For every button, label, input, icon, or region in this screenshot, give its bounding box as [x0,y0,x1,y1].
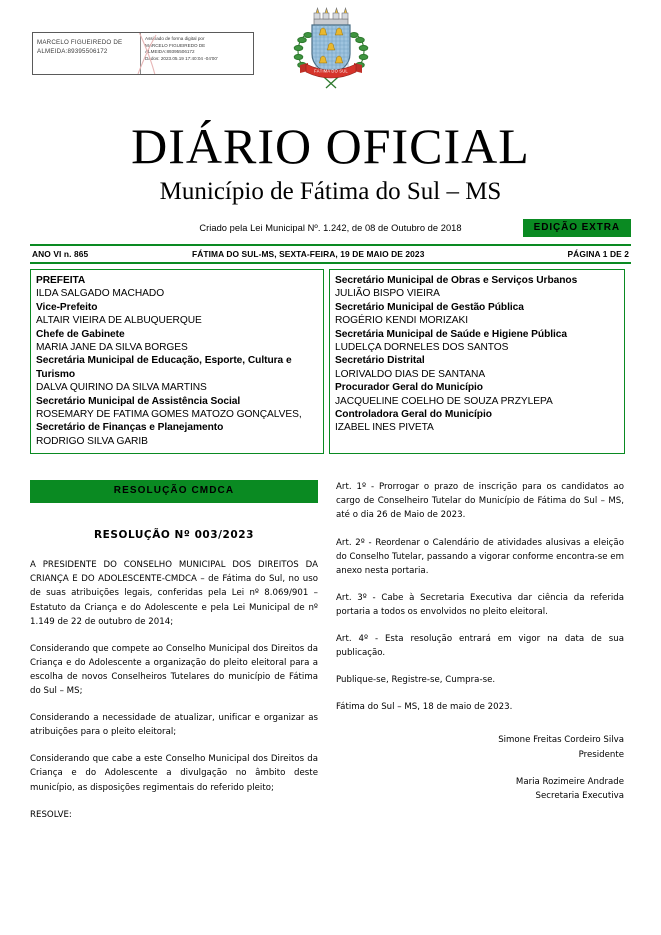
official-role: Secretária Municipal de Saúde e Higiene Pública [335,328,568,340]
signatories-block [336,733,624,802]
official-name: ALTAIR VIEIRA DE ALBUQUERQUE [36,315,202,327]
resolution-title: RESOLUÇÃO Nº 003/2023 [94,529,254,542]
paragraph-art-4: Art. 4º - Esta resolução entrará em vigor na data de sua publicação. [336,634,624,659]
issue-ano: ANO VI n. 865 [32,249,89,259]
signature-detail-line-4: Dados: 2023.05.19 17:40:04 -04'00' [145,55,218,61]
official-entry [36,301,318,328]
signature-detail-line-1: Assinado de forma digital por [145,36,205,41]
rule-bottom [30,262,631,264]
masthead [30,0,631,118]
coat-of-arms-icon [292,2,370,92]
page-subtitle: Município de Fátima do Sul – MS [159,178,502,205]
official-entry [36,395,318,422]
officials-box-right [329,269,625,454]
column-right [336,480,624,830]
official-entry [36,274,318,301]
paragraph: Considerando que compete ao Conselho Municipal dos Direitos da Criança e do Adolescente a organização do pleito eleitoral para a escolha de novos Conselheiros Tutelares do município de Fátima do Sul – MS; [30,643,318,697]
official-role: Secretário de Finanças e Planejamento [36,422,224,434]
paragraph-place-date: Fátima do Sul – MS, 18 de maio de 2023. [336,702,513,713]
paragraph-resolve: RESOLVE: [30,809,72,820]
digital-signature-box [32,32,254,75]
signatory-name: Simone Freitas Cordeiro Silva [498,735,624,746]
official-role: Secretária Municipal de Educação, Esporte, Cultura e Turismo [36,355,292,380]
paragraph-art-3: Art. 3º - Cabe à Secretaria Executiva dar ciência da referida portaria a todos os envolvidos no pleito eleitoral. [336,592,624,617]
section-banner-resolucao-cmdca: RESOLUÇÃO CMDCA [30,480,318,503]
signatory-name: Maria Rozimeire Andrade [515,776,624,787]
paragraph: Considerando que cabe a este Conselho Municipal dos Direitos da Criança e do Adolescente a divulgação no âmbito deste município, as disposições regimentais do referido pleito; [30,754,318,793]
paragraph: A PRESIDENTE DO CONSELHO MUNICIPAL DOS DIREITOS DA CRIANÇA E DO ADOLESCENTE-CMDCA – de Fátima do Sul, no uso de suas atribuições legais, conferidas pela Lei nº 8.069/901 – Estatuto da Criança e do Adolescente e pela Lei Municipal de nº 1.149 de 22 de outubro de 2014; [30,560,318,627]
official-role: Secretário Distrital [335,355,425,367]
issue-city-date: FÁTIMA DO SUL-MS, SEXTA-FEIRA, 19 DE MAIO DE 2023 [192,249,425,259]
law-line-row [30,219,631,237]
officials-section [30,269,631,454]
content-columns [30,480,631,830]
page-title: DIÁRIO OFICIAL [131,118,530,174]
official-name: LUDELÇA DORNELES DOS SANTOS [335,342,509,354]
official-role: Procurador Geral do Município [335,382,483,394]
official-entry [36,354,318,394]
issue-bar [30,246,631,262]
official-entry [335,328,619,355]
official-name: DALVA QUIRINO DA SILVA MARTINS [36,382,207,394]
edition-badge: EDIÇÃO EXTRA [523,219,631,237]
official-name: RODRIGO SILVA GARIB [36,435,148,447]
official-name: ILDA SALGADO MACHADO [36,288,165,300]
official-entry [335,408,619,435]
official-role: Secretário Municipal de Gestão Pública [335,301,524,313]
official-role: Secretário Municipal de Obras e Serviços Urbanos [335,275,578,286]
official-name: MARIA JANE DA SILVA BORGES [36,342,188,354]
official-entry [335,381,619,408]
signature-subject: MARCELO FIGUEIREDO DE ALMEIDA:89395506172 [33,33,141,74]
crest-ribbon-text: FÁTIMA DO SUL [313,68,348,74]
official-role: Chefe de Gabinete [36,328,125,340]
official-name: ROSEMARY DE FATIMA GOMES MATOZO GONÇALVES, [36,409,302,421]
signature-detail-line-2: MARCELO FIGUEIREDO DE [145,42,206,48]
official-entry [36,421,318,448]
official-name: IZABEL INES PIVETA [335,422,434,434]
official-name: JACQUELINE COELHO DE SOUZA PRZYLEPA [335,395,553,407]
official-role: Controladora Geral do Município [335,409,492,421]
issue-page: PÁGINA 1 DE 2 [567,249,629,259]
signature-details [141,33,253,74]
official-role: PREFEITA [36,275,86,286]
official-entry [335,301,619,328]
signature-detail-line-3: ALMEIDA:89395506172 [145,49,195,55]
paragraph: Considerando a necessidade de atualizar, unificar e organizar as atribuições para o pleito eleitoral; [30,713,318,738]
official-name: ROGÉRIO KENDI MORIZAKI [335,315,469,327]
paragraph-art-2: Art. 2º - Reordenar o Calendário de atividades alusivas a eleição do Conselho Tutelar, passando a vigorar conforme encontra-se em anexo nesta portaria. [336,537,624,576]
law-line: Criado pela Lei Municipal Nº. 1.242, de 08 de Outubro de 2018 [199,223,462,233]
official-entry [335,274,619,301]
officials-box-left [30,269,324,454]
paragraph-art-1: Art. 1º - Prorrogar o prazo de inscrição para os candidatos ao cargo de Conselheiro Tutelar do Município de Fátima do Sul – MS, até o dia 26 de Maio de 2023. [336,482,624,521]
signatory-title: Secretaria Executiva [535,790,624,801]
official-role: Vice-Prefeito [36,301,98,313]
column-left [30,480,318,830]
official-entry [36,328,318,355]
official-name: LORIVALDO DIAS DE SANTANA [335,368,486,380]
paragraph-publique-se: Publique-se, Registre-se, Cumpra-se. [336,675,496,686]
official-entry [335,354,619,381]
official-name: JULIÃO BISPO VIEIRA [335,288,440,300]
official-role: Secretário Municipal de Assistência Social [36,395,241,407]
signatory-title: Presidente [578,749,624,760]
